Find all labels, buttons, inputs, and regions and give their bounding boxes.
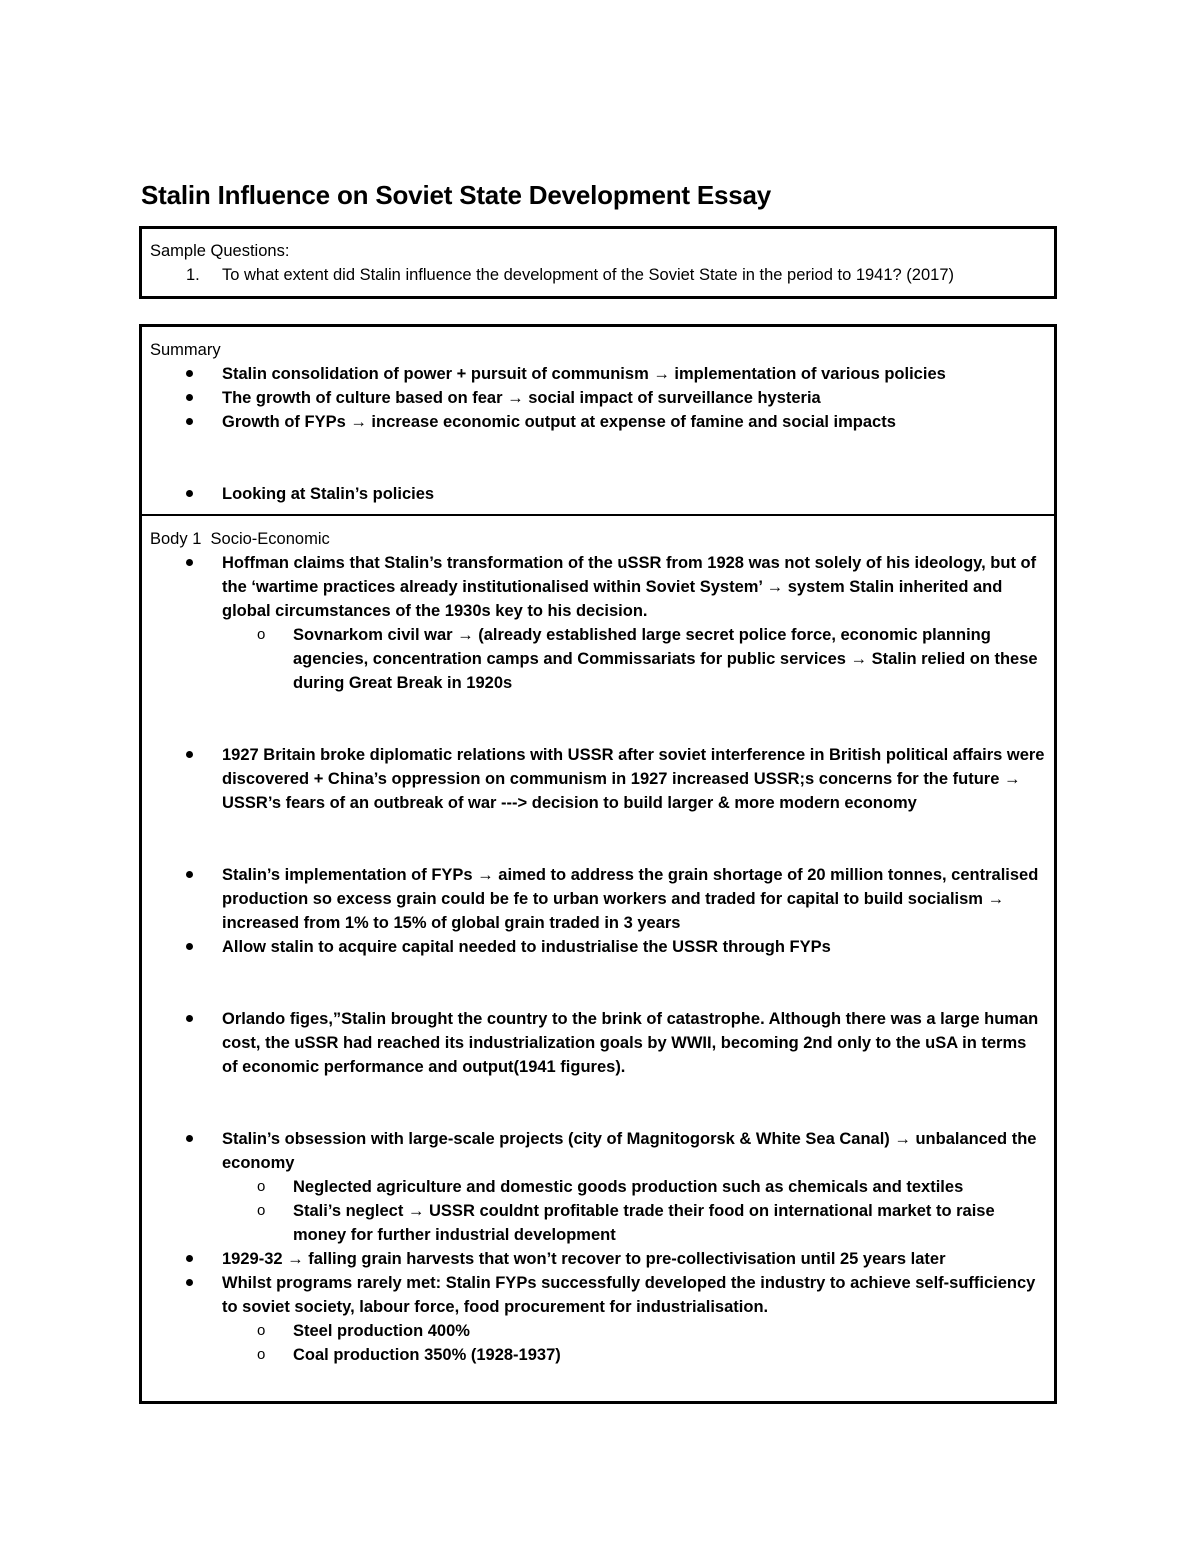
body-bullet-text: Stalin’s implementation of FYPs → aimed to address the grain shortage of 20 million tonnes, centralised production so excess grain could be fe to urban workers and traded for capital to build socialism → increased from 1% to 15% of global grain traded in 3 years xyxy=(222,866,1039,932)
question-number: 1. xyxy=(186,266,200,284)
bullet-icon xyxy=(186,1279,193,1286)
body-bullet xyxy=(150,743,1046,815)
body-bullet xyxy=(150,1007,1046,1079)
circle-bullet-icon: o xyxy=(257,1346,266,1363)
body-bullet xyxy=(150,863,1046,935)
body-bullet-text: Allow stalin to acquire capital needed to industrialise the USSR through FYPs xyxy=(222,938,831,956)
body-sub-bullet-text: Stali’s neglect → USSR couldnt profitable trade their food on international market to raise money for further industrial development xyxy=(293,1202,995,1244)
bullet-icon xyxy=(186,370,193,377)
circle-bullet-icon: o xyxy=(257,626,266,643)
body-bullet xyxy=(150,935,1046,959)
essay-plan-table xyxy=(139,324,1057,1404)
summary-section xyxy=(142,327,1054,516)
bullet-icon xyxy=(186,943,193,950)
summary-bullet xyxy=(150,410,1046,434)
bullet-icon xyxy=(186,394,193,401)
bullet-icon xyxy=(186,559,193,566)
body-bullet xyxy=(150,1127,1046,1175)
bullet-icon xyxy=(186,871,193,878)
circle-bullet-icon: o xyxy=(257,1202,266,1219)
body-bullet-text: Whilst programs rarely met: Stalin FYPs successfully developed the industry to achieve self-sufficiency to soviet society, labour force, food procurement for industrialisation. xyxy=(222,1274,1036,1316)
bullet-icon xyxy=(186,751,193,758)
sample-questions-heading: Sample Questions: xyxy=(150,242,290,260)
body-bullet-text: 1927 Britain broke diplomatic relations with USSR after soviet interference in British political affairs were discovered + China’s oppression on communism in 1927 increased USSR;s concerns for the future → USSR’s fears of an outbreak of war ---> decision to build larger & more modern economy xyxy=(222,746,1045,812)
body-bullet-text: Stalin’s obsession with large-scale projects (city of Magnitogorsk & White Sea Canal) → unbalanced the economy xyxy=(222,1130,1037,1172)
bullet-icon xyxy=(186,418,193,425)
summary-bullet xyxy=(150,362,1046,386)
body-sub-bullet-text: Steel production 400% xyxy=(293,1322,470,1340)
bullet-icon xyxy=(186,1135,193,1142)
body-sub-bullet xyxy=(150,1175,1046,1199)
body-sub-bullet-text: Neglected agriculture and domestic goods production such as chemicals and textiles xyxy=(293,1178,964,1196)
summary-heading: Summary xyxy=(150,341,221,359)
summary-bullet-text: The growth of culture based on fear → social impact of surveillance hysteria xyxy=(222,389,821,407)
summary-bullet xyxy=(150,482,1046,506)
summary-bullet-text: Growth of FYPs → increase economic output at expense of famine and social impacts xyxy=(222,413,896,431)
body-sub-bullet xyxy=(150,623,1046,695)
bullet-icon xyxy=(186,1015,193,1022)
body-bullet xyxy=(150,1271,1046,1319)
summary-bullet xyxy=(150,386,1046,410)
body-bullet xyxy=(150,1247,1046,1271)
bullet-icon xyxy=(186,1255,193,1262)
question-text: To what extent did Stalin influence the development of the Soviet State in the period to 1941? (2017) xyxy=(222,266,954,284)
circle-bullet-icon: o xyxy=(257,1322,266,1339)
body-sub-bullet-text: Sovnarkom civil war → (already established large secret police force, economic planning agencies, concentration camps and Commissariats for public services → Stalin relied on these during Great Break in 1920s xyxy=(293,626,1038,692)
summary-bullet-text: Stalin consolidation of power + pursuit of communism → implementation of various policies xyxy=(222,365,946,383)
body-bullet-text: Orlando figes,”Stalin brought the country to the brink of catastrophe. Although there was a large human cost, the uSSR had reached its industrialization goals by WWII, becoming 2nd only to the uSA in terms of economic performance and output(1941 figures). xyxy=(222,1010,1039,1076)
body-1-heading: Body 1 Socio-Economic xyxy=(150,530,330,548)
question-item xyxy=(150,263,1046,287)
body-bullet xyxy=(150,551,1046,623)
body-1-section xyxy=(142,516,1054,1367)
bullet-icon xyxy=(186,490,193,497)
sample-questions-box xyxy=(139,226,1057,299)
body-sub-bullet xyxy=(150,1199,1046,1247)
page-title: Stalin Influence on Soviet State Development Essay xyxy=(141,180,772,210)
body-sub-bullet xyxy=(150,1319,1046,1343)
body-sub-bullet xyxy=(150,1343,1046,1367)
body-sub-bullet-text: Coal production 350% (1928-1937) xyxy=(293,1346,561,1364)
body-bullet-text: 1929-32 → falling grain harvests that won’t recover to pre-collectivisation until 25 years later xyxy=(222,1250,946,1268)
summary-bullet-text: Looking at Stalin’s policies xyxy=(222,485,435,503)
body-bullet-text: Hoffman claims that Stalin’s transformation of the uSSR from 1928 was not solely of his ideology, but of the ‘wartime practices already institutionalised within Soviet System’ → system Stalin inherited and global circumstances of the 1930s key to his decision. xyxy=(222,554,1037,620)
circle-bullet-icon: o xyxy=(257,1178,266,1195)
